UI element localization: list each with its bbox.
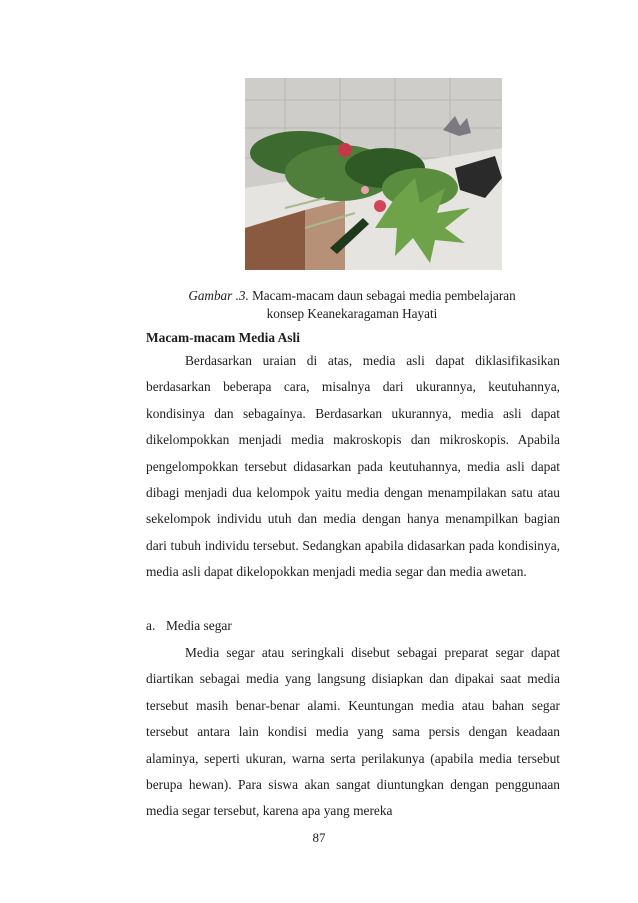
figure-photo-leaves [245, 78, 502, 270]
caption-line-2: konsep Keanekaragaman Hayati [266, 306, 438, 321]
subsection-title: Media segar [166, 618, 232, 633]
subsection-heading [146, 618, 232, 634]
section-heading: Macam-macam Media Asli [146, 330, 300, 345]
caption-lead: Gambar .3. [188, 288, 249, 303]
section-paragraph: Berdasarkan uraian di atas, media asli dapat diklasifikasikan berdasarkan beberapa cara, misalnya dari ukurannya, keutuhannya, kondisinya dan sebagainya. Berdasarkan ukurannya, media asli dapat dikelompokkan menjadi media makroskopis dan mikroskopis. Apabila pengelompokkan tersebut didasarkan pada keutuhannya, media asli dapat dibagi menjadi dua kelompok yaitu media dengan menampilakan satu atau sekelompok individu utuh dan media dengan hanya menampilkan bagian dari tubuh individu tersebut. Sedangkan apabila didasarkan pada kondisinya, media asli dapat dikelopokkan menjadi media segar dan media awetan. [146, 353, 560, 580]
caption-line-1: Macam-macam daun sebagai media pembelajaran [252, 288, 516, 303]
subsection-paragraph: Media segar atau seringkali disebut sebagai preparat segar dapat diartikan sebagai media yang langsung disiapkan dan dipakai saat media tersebut masih benar-benar alami. Keuntungan media atau bahan segar tersebut antara lain kondisi media yang sama persis dengan keadaan alaminya, seperti ukuran, warna serta perilakunya (apabila media tersebut berupa hewan). Para siswa akan sangat diuntungkan dengan penggunaan media segar tersebut, karena apa yang mereka [146, 645, 560, 819]
page-number: 87 [312, 830, 326, 845]
subsection-number: a. [146, 618, 156, 633]
figure-caption [140, 287, 564, 323]
